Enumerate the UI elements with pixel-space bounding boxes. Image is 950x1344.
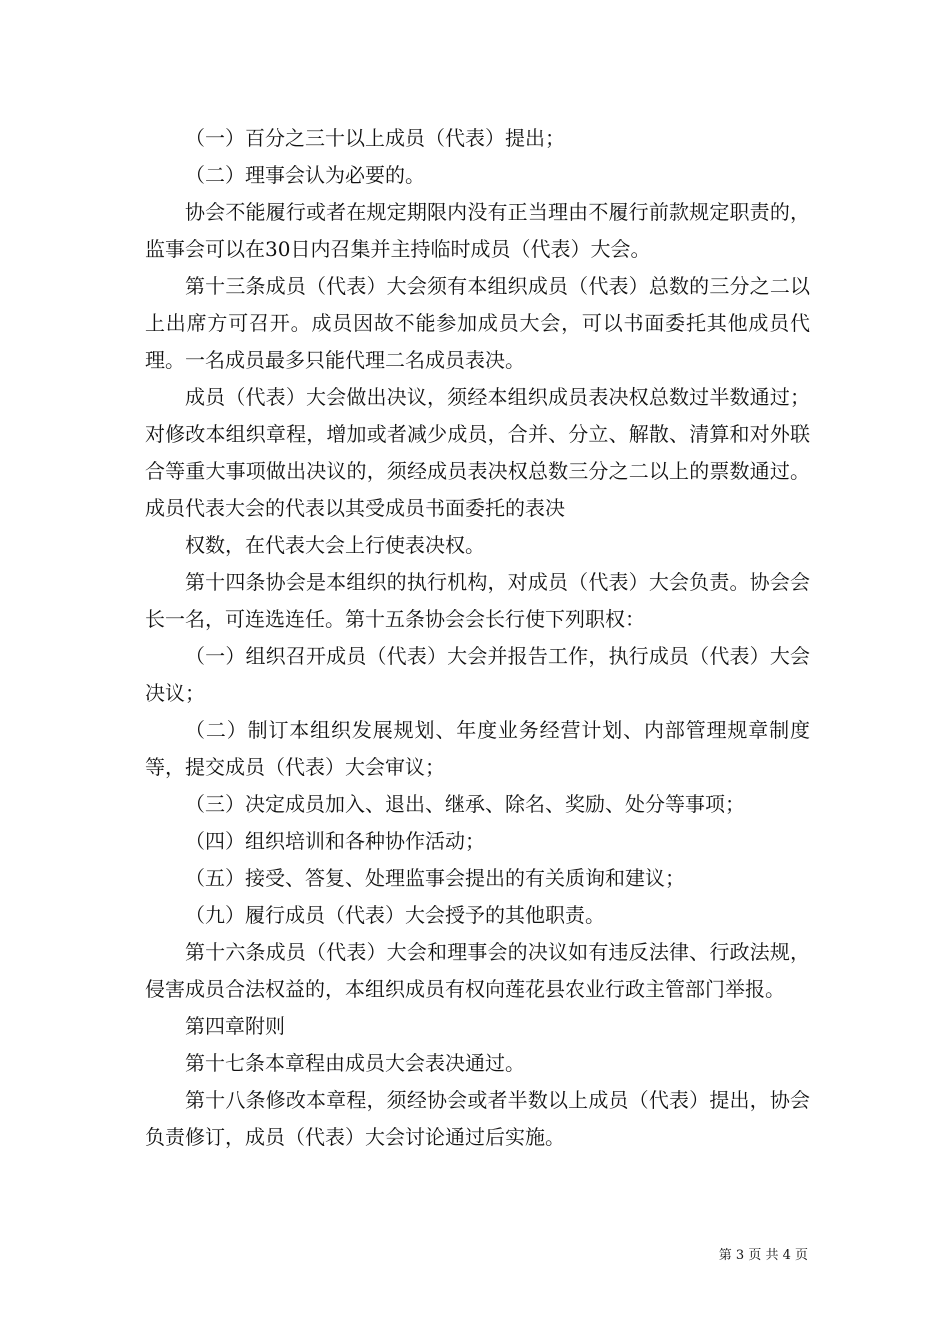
paragraph: 权数，在代表大会上行使表决权。 (185, 533, 485, 557)
paragraph: （五）接受、答复、处理监事会提出的有关质询和建议； (185, 866, 685, 890)
paragraph: 协会不能履行或者在规定期限内没有正当理由不履行前款规定职责的，监事会可以在30日内召集并主持临时成员（代表）大会。 (145, 200, 810, 261)
paragraph: （四）组织培训和各种协作活动； (185, 829, 485, 853)
paragraph: （一）百分之三十以上成员（代表）提出； (185, 126, 565, 150)
paragraph: 第十四条协会是本组织的执行机构，对成员（代表）大会负责。协会会长一名，可连选连任。第十五条协会会长行使下列职权： (145, 570, 810, 631)
paragraph: （三）决定成员加入、退出、继承、除名、奖励、处分等事项； (185, 792, 745, 816)
paragraph: （九）履行成员（代表）大会授予的其他职责。 (185, 903, 605, 927)
page-number-footer: 第 3 页 共 4 页 (718, 1248, 808, 1263)
paragraph: 第十三条成员（代表）大会须有本组织成员（代表）总数的三分之二以上出席方可召开。成员因故不能参加成员大会，可以书面委托其他成员代理。一名成员最多只能代理二名成员表决。 (145, 274, 810, 372)
paragraph: 第十六条成员（代表）大会和理事会的决议如有违反法律、行政法规，侵害成员合法权益的，本组织成员有权向莲花县农业行政主管部门举报。 (145, 940, 810, 1001)
chapter-heading: 第四章附则 (185, 1014, 285, 1038)
paragraph: 第十七条本章程由成员大会表决通过。 (185, 1051, 525, 1075)
paragraph: 第十八条修改本章程，须经协会或者半数以上成员（代表）提出，协会负责修订，成员（代表）大会讨论通过后实施。 (145, 1088, 810, 1149)
paragraph: （二）制订本组织发展规划、年度业务经营计划、内部管理规章制度等，提交成员（代表）大会审议； (145, 718, 810, 779)
paragraph: （一）组织召开成员（代表）大会并报告工作，执行成员（代表）大会决议； (145, 644, 810, 705)
paragraph: 成员（代表）大会做出决议，须经本组织成员表决权总数过半数通过；对修改本组织章程，增加或者减少成员，合并、分立、解散、清算和对外联合等重大事项做出决议的，须经成员表决权总数三分之二以上的票数通过。成员代表大会的代表以其受成员书面委托的表决 (145, 385, 810, 520)
paragraph: （二）理事会认为必要的。 (185, 163, 425, 187)
document-body (145, 120, 810, 1156)
